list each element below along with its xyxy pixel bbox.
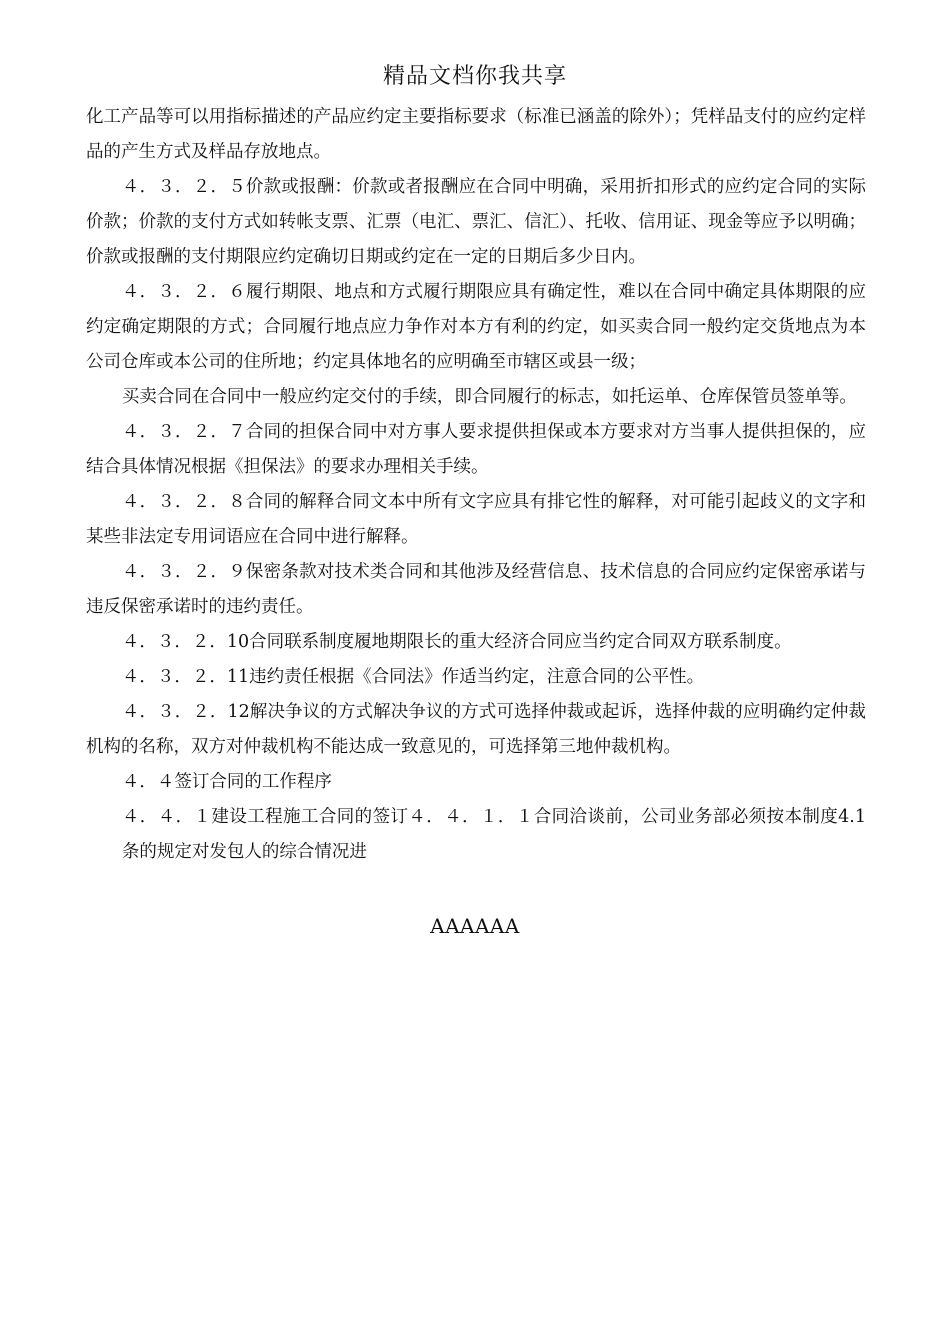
page-footer: AAAAAA <box>430 914 520 938</box>
paragraph-continuation: 化工产品等可以用指标描述的产品应约定主要指标要求（标准已涵盖的除外）；凭样品支付的应约定样品的产生方式及样品存放地点。 <box>86 107 866 162</box>
paragraph-price-payment: ４．３．２．５价款或报酬：价款或者报酬应在合同中明确，采用折扣形式的应约定合同的实际价款；价款的支付方式如转帐支票、汇票（电汇、票汇、信汇）、托收、信用证、现金等应予以明确；价款或报酬的支付期限应约定确切日期或约定在一定的日期后多少日内。 <box>86 177 866 267</box>
paragraph-liability: ４．３．２．11违约责任根据《合同法》作适当约定，注意合同的公平性。 <box>121 667 705 687</box>
page-header: 精品文档你我共享 <box>382 64 567 89</box>
paragraph-delivery-procedure: 买卖合同在合同中一般应约定交付的手续，即合同履行的标志，如托运单、仓库保管员签单等。 <box>121 387 857 407</box>
paragraph-construction-contract: ４．４．１建设工程施工合同的签订４．４．１．１合同洽谈前，公司业务部必须按本制度4.1条的规定对发包人的综合情况进 <box>121 807 866 862</box>
section-heading-signing-procedure: ４．４签订合同的工作程序 <box>121 772 332 792</box>
paragraph-performance: ４．３．２．６履行期限、地点和方式履行期限应具有确定性，难以在合同中确定具体期限的应约定确定期限的方式；合同履行地点应力争作对本方有利的约定，如买卖合同一般约定交货地点为本公司仓库或本公司的住所地；约定具体地名的应明确至市辖区或县一级； <box>86 282 866 372</box>
paragraph-contact-system: ４．３．２．10合同联系制度履地期限长的重大经济合同应当约定合同双方联系制度。 <box>121 632 792 652</box>
paragraph-confidentiality: ４．３．２．９保密条款对技术类合同和其他涉及经营信息、技术信息的合同应约定保密承诺与违反保密承诺时的违约责任。 <box>86 562 866 617</box>
paragraph-guarantee: ４．３．２．７合同的担保合同中对方事人要求提供担保或本方要求对方当事人提供担保的，应结合具体情况根据《担保法》的要求办理相关手续。 <box>86 422 866 477</box>
paragraph-interpretation: ４．３．２．８合同的解释合同文本中所有文字应具有排它性的解释，对可能引起歧义的文字和某些非法定专用词语应在合同中进行解释。 <box>86 492 866 547</box>
paragraph-dispute-resolution: ４．３．２．12解决争议的方式解决争议的方式可选择仲裁或起诉，选择仲裁的应明确约定仲裁机构的名称，双方对仲裁机构不能达成一致意见的，可选择第三地仲裁机构。 <box>86 702 866 757</box>
document-body <box>86 100 866 870</box>
